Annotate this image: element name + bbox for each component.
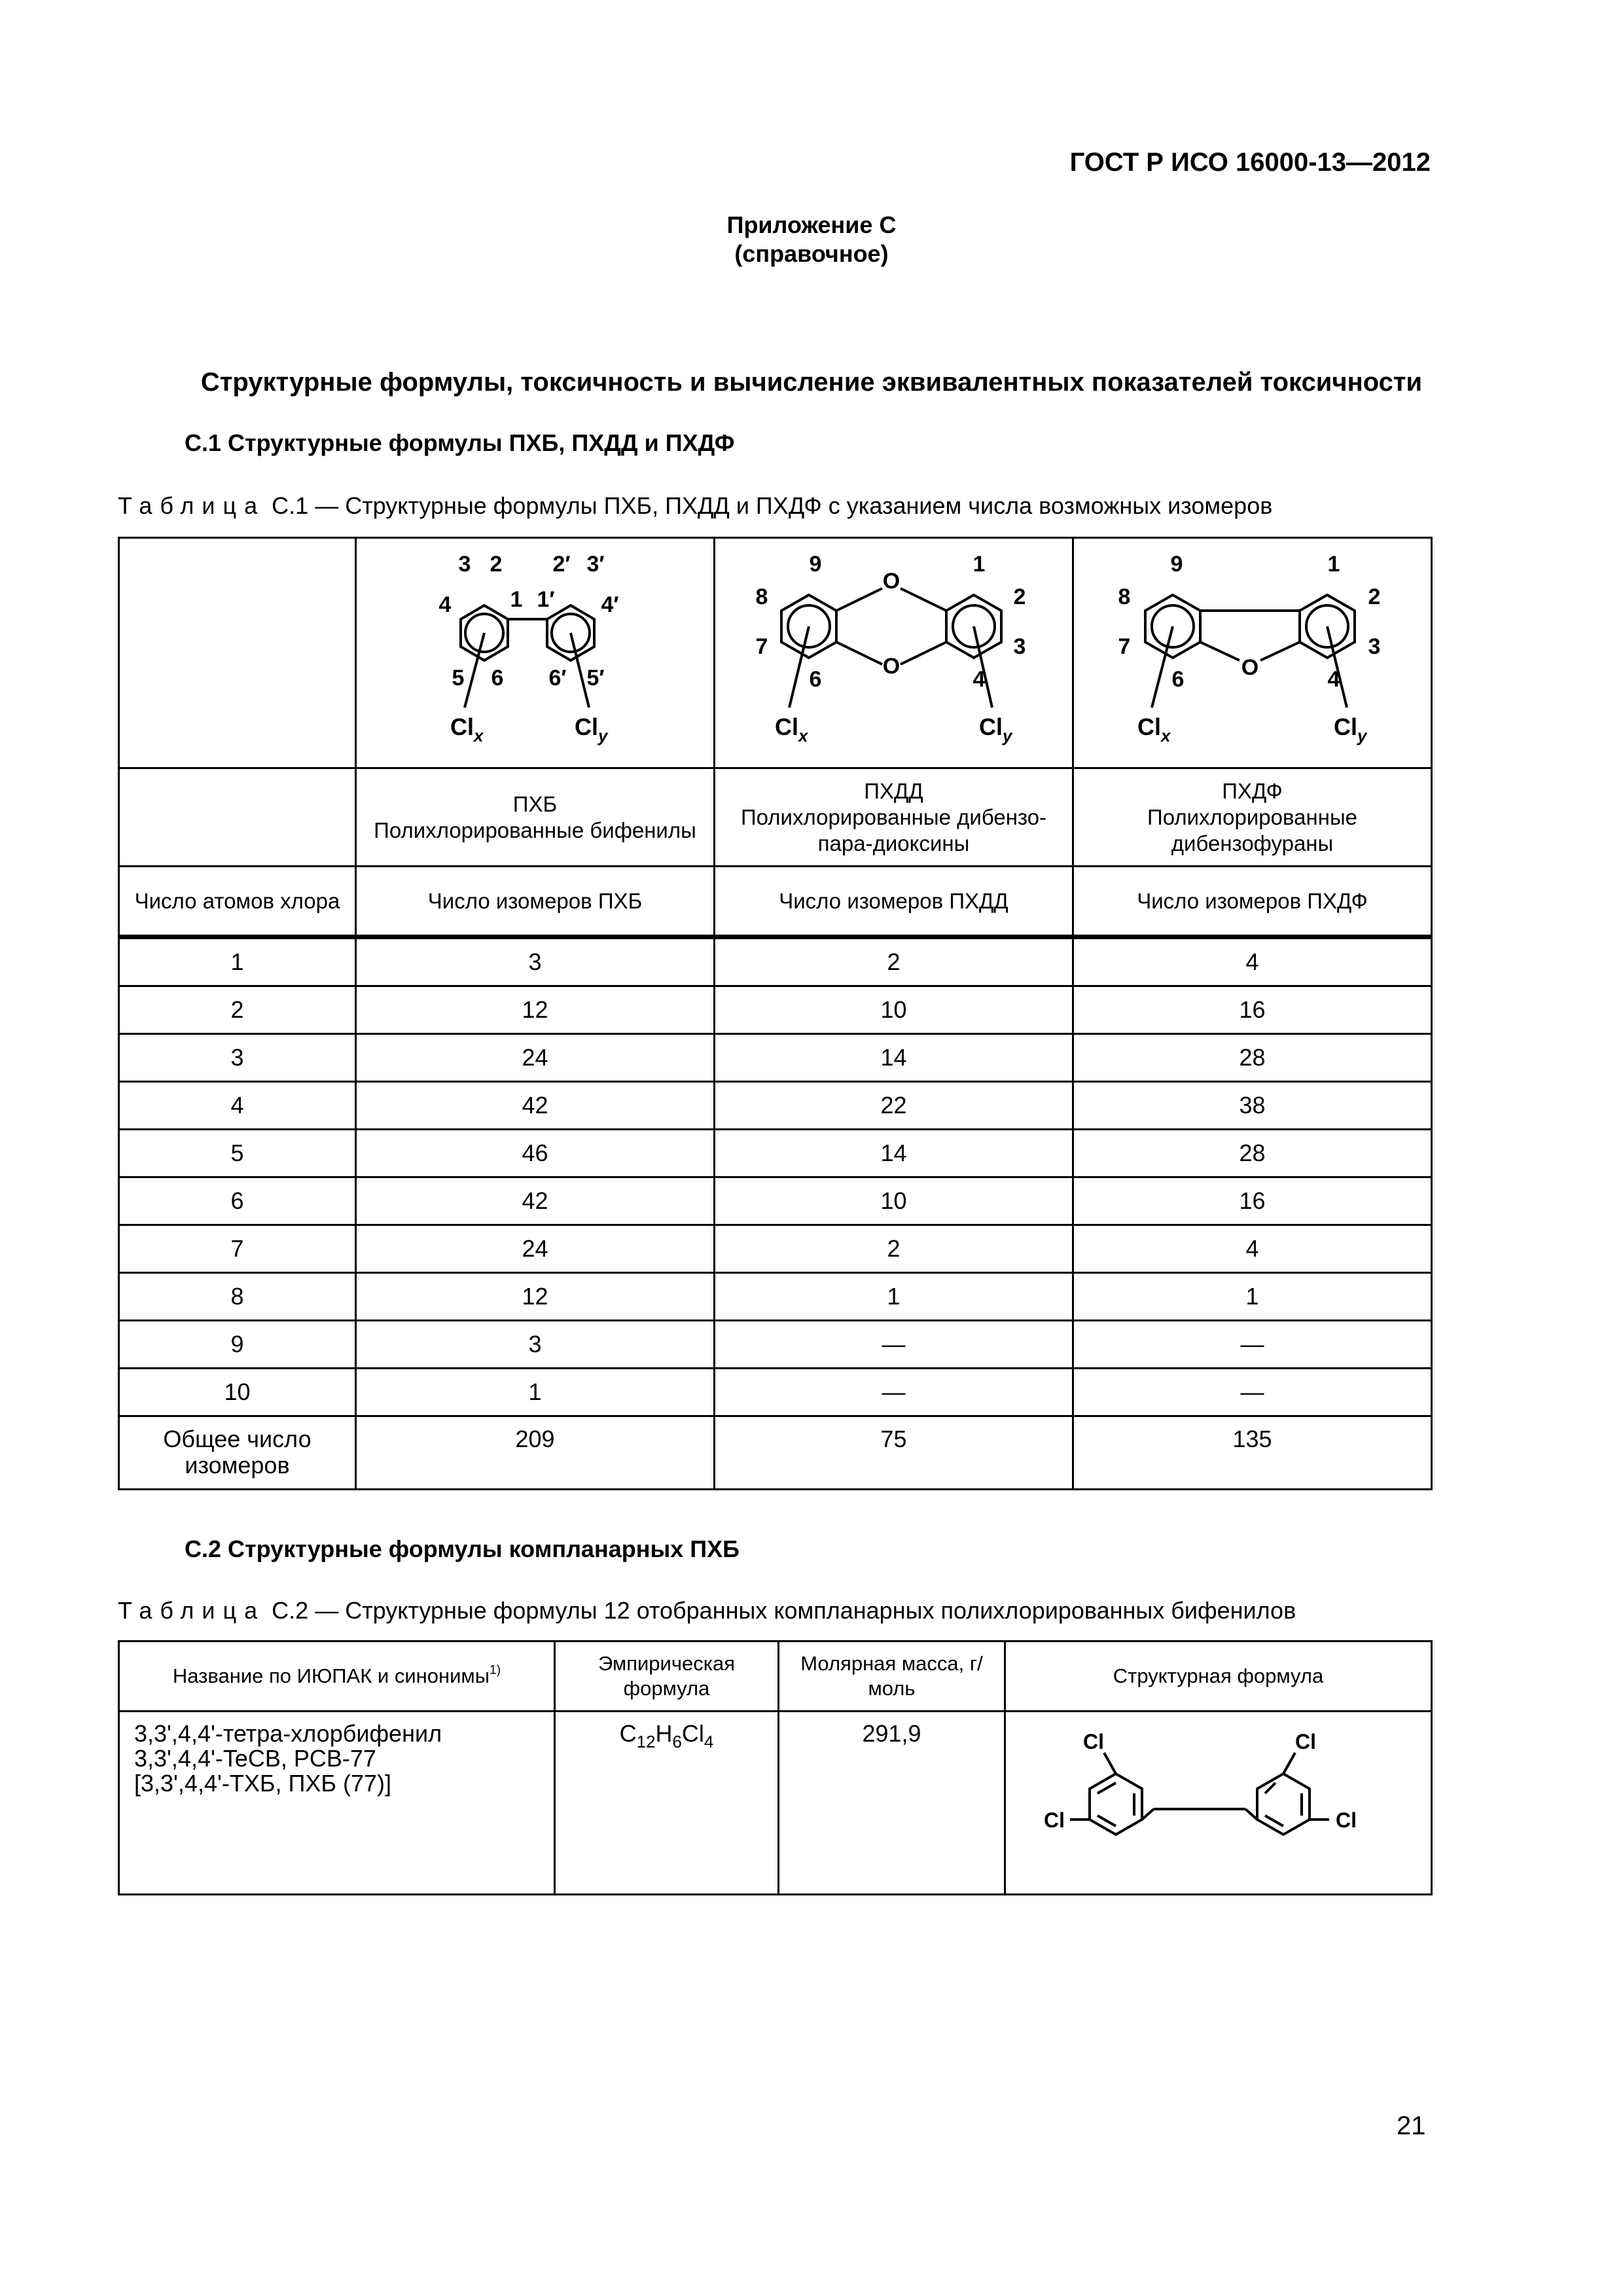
atom-label: 4 <box>438 592 451 617</box>
table-cell: 42 <box>356 1082 715 1130</box>
cly-label: $Cl_y$ <box>1333 713 1366 745</box>
table-row <box>119 1130 1432 1177</box>
atom-label: 2 <box>1013 584 1026 609</box>
chlorine-label: Cl <box>1082 1730 1104 1753</box>
structure-cell <box>1005 1712 1432 1895</box>
header-structure: Структурная формула <box>1005 1641 1432 1712</box>
table-cell: 10 <box>715 986 1073 1034</box>
total-row <box>119 1416 1432 1490</box>
atom-label: 3 <box>1013 634 1026 659</box>
table-row <box>119 1369 1432 1416</box>
table-cell: 5 <box>119 1130 356 1177</box>
atom-label: 9 <box>1170 552 1183 577</box>
table-cell: 28 <box>1073 1130 1432 1177</box>
table-cell: 3 <box>119 1034 356 1082</box>
atom-label: 1 <box>510 587 522 612</box>
pcdf-abbr: ПХДФ <box>1222 778 1283 803</box>
caption-text: С.2 — Структурные формулы 12 отобранных компланарных полихлорированных бифенилов <box>272 1597 1296 1624</box>
pcdf-name-cell <box>1073 768 1432 867</box>
pcdd-structure <box>717 539 1071 761</box>
header-pcb-isomers: Число изомеров ПХБ <box>356 867 715 937</box>
pcdd-full-name-line2: пара-диоксины <box>817 831 970 855</box>
header-molar-mass: Молярная масса, г/моль <box>779 1641 1005 1712</box>
chlorine-label: Cl <box>1335 1808 1357 1832</box>
table-row <box>119 1321 1432 1369</box>
annex-title: Приложение С <box>726 211 897 238</box>
iupac-name-cell <box>119 1712 555 1895</box>
table-cell: — <box>715 1369 1073 1416</box>
annex-type: (справочное) <box>734 240 889 267</box>
header-iupac-name: Название по ИЮПАК и синонимы$^{1)}$ <box>119 1641 555 1712</box>
oxygen-label: O <box>882 569 900 594</box>
pcb-name-cell <box>356 768 715 867</box>
table-row <box>119 1273 1432 1321</box>
pcdd-full-name-line1: Полихлорированные дибензо- <box>740 804 1047 829</box>
pcb-structure <box>359 539 712 761</box>
table-c2-caption <box>118 1597 1296 1624</box>
table-cell: 16 <box>1073 986 1432 1034</box>
atom-label: 1 <box>972 552 985 577</box>
table-cell: 1 <box>715 1273 1073 1321</box>
total-pcb: 209 <box>356 1416 715 1490</box>
pcdf-structure <box>1076 539 1429 761</box>
name-line: 3,3',4,4'-тетра-хлорбифенил <box>134 1720 442 1747</box>
atom-label: 9 <box>809 552 821 577</box>
molar-mass-cell: 291,9 <box>779 1712 1005 1895</box>
pcdd-structure-cell <box>715 538 1073 768</box>
footnote-marker: 1) <box>490 1663 501 1677</box>
pcb-structure-cell <box>356 538 715 768</box>
table-cell: 4 <box>1073 937 1432 986</box>
table-cell: 6 <box>119 1177 356 1225</box>
table-cell: 2 <box>715 1225 1073 1273</box>
header-pcdf-isomers: Число изомеров ПХДФ <box>1073 867 1432 937</box>
table-row <box>119 1712 1432 1895</box>
pcdd-abbr: ПХДД <box>864 778 923 803</box>
oxygen-label: O <box>882 654 900 679</box>
pcb-abbr: ПХБ <box>512 791 558 816</box>
empirical-formula-cell: $C_{12}H_6Cl_4$ <box>555 1712 779 1895</box>
table-cell: 8 <box>119 1273 356 1321</box>
atom-label: 3′ <box>586 552 605 577</box>
clx-label: $Cl_x$ <box>774 713 808 745</box>
name-line: [3,3',4,4'-ТХБ, ПХБ (77)] <box>134 1770 391 1797</box>
header-empirical-formula: Эмпирическая формула <box>555 1641 779 1712</box>
header-chlorine-atoms: Число атомов хлора <box>119 867 356 937</box>
total-label: Общее число изомеров <box>119 1416 356 1490</box>
caption-word: Таблица <box>118 492 266 519</box>
subsection-c1-title: С.1 Структурные формулы ПХБ, ПХДД и ПХДФ <box>185 429 735 456</box>
table-cell: 10 <box>119 1369 356 1416</box>
table-cell: 24 <box>356 1225 715 1273</box>
table-cell: 4 <box>1073 1225 1432 1273</box>
table-cell: 1 <box>356 1369 715 1416</box>
caption-word: Таблица <box>118 1597 266 1624</box>
header-pcdd-isomers: Число изомеров ПХДД <box>715 867 1073 937</box>
annex-heading <box>0 211 1623 268</box>
atom-label: 6′ <box>548 666 567 691</box>
section-title: Структурные формулы, токсичность и вычисление эквивалентных показателей токсичности <box>200 368 1423 397</box>
table-cell: 1 <box>119 937 356 986</box>
table-cell: 2 <box>715 937 1073 986</box>
table-cell: 2 <box>119 986 356 1034</box>
table-c1-caption <box>118 492 1272 520</box>
atom-label: 8 <box>755 584 768 609</box>
table-cell: 12 <box>356 1273 715 1321</box>
atom-label: 8 <box>1118 584 1130 609</box>
table-cell: 42 <box>356 1177 715 1225</box>
atom-label: 7 <box>1118 634 1130 659</box>
atom-label: 7 <box>755 634 768 659</box>
table-cell: 22 <box>715 1082 1073 1130</box>
table-cell: 38 <box>1073 1082 1432 1130</box>
table-row <box>119 986 1432 1034</box>
table-cell: — <box>715 1321 1073 1369</box>
table-row <box>119 1177 1432 1225</box>
atom-label: 6 <box>809 667 821 692</box>
table-c1 <box>118 537 1433 1490</box>
total-pcdf: 135 <box>1073 1416 1432 1490</box>
table-cell: 28 <box>1073 1034 1432 1082</box>
chlorine-label: Cl <box>1043 1808 1065 1832</box>
pcdd-name-cell <box>715 768 1073 867</box>
table-cell: 3 <box>356 1321 715 1369</box>
table-c2 <box>118 1640 1433 1895</box>
table-cell: 12 <box>356 986 715 1034</box>
table-row <box>119 1034 1432 1082</box>
pcb-full-name: Полихлорированные бифенилы <box>374 817 696 842</box>
total-pcdd: 75 <box>715 1416 1073 1490</box>
subsection-c2-title: С.2 Структурные формулы компланарных ПХБ <box>185 1535 740 1562</box>
atom-label: 1 <box>1327 552 1340 577</box>
table-row <box>119 937 1432 986</box>
table-cell: 24 <box>356 1034 715 1082</box>
table-row <box>119 1225 1432 1273</box>
table-cell: 4 <box>119 1082 356 1130</box>
atom-label: 2′ <box>552 552 571 577</box>
atom-label: 5 <box>452 666 464 691</box>
name-line: 3,3',4,4'-TeCB, PCB-77 <box>134 1745 376 1772</box>
table-cell: 46 <box>356 1130 715 1177</box>
atom-label: 5′ <box>586 666 605 691</box>
atom-label: 4′ <box>600 592 619 617</box>
clx-label: $Cl_x$ <box>1137 713 1170 745</box>
oxygen-label: O <box>1241 655 1258 680</box>
chlorine-label: Cl <box>1294 1730 1316 1753</box>
table-cell: — <box>1073 1321 1432 1369</box>
cly-label: $Cl_y$ <box>978 713 1012 745</box>
atom-label: 3 <box>458 552 471 577</box>
tetrachlorobiphenyl-structure <box>1007 1712 1430 1889</box>
atom-label: 1′ <box>536 587 555 612</box>
table-cell: 9 <box>119 1321 356 1369</box>
pcdf-full-name-line2: дибензофураны <box>1171 831 1334 855</box>
table-row <box>119 1082 1432 1130</box>
atom-label: 2 <box>1368 584 1380 609</box>
caption-text: С.1 — Структурные формулы ПХБ, ПХДД и ПХДФ с указанием числа возможных изомеров <box>272 492 1273 519</box>
table-cell: 3 <box>356 937 715 986</box>
table-cell: 16 <box>1073 1177 1432 1225</box>
empty-cell <box>119 538 356 768</box>
table-cell: 10 <box>715 1177 1073 1225</box>
table-cell: 1 <box>1073 1273 1432 1321</box>
table-cell: 14 <box>715 1034 1073 1082</box>
atom-label: 4 <box>1327 667 1340 692</box>
document-code: ГОСТ Р ИСО 16000-13—2012 <box>1069 148 1431 177</box>
clx-label: $Cl_x$ <box>450 713 483 745</box>
pcdf-structure-cell <box>1073 538 1432 768</box>
table-cell: 7 <box>119 1225 356 1273</box>
atom-label: 6 <box>491 666 503 691</box>
atom-label: 4 <box>972 667 985 692</box>
pcdf-full-name-line1: Полихлорированные <box>1147 804 1358 829</box>
table-cell: 14 <box>715 1130 1073 1177</box>
page-number: 21 <box>1397 2111 1426 2140</box>
cly-label: $Cl_y$ <box>574 713 607 745</box>
atom-label: 3 <box>1368 634 1380 659</box>
empty-cell <box>119 768 356 867</box>
atom-label: 2 <box>490 552 502 577</box>
atom-label: 6 <box>1171 667 1184 692</box>
table-cell: — <box>1073 1369 1432 1416</box>
